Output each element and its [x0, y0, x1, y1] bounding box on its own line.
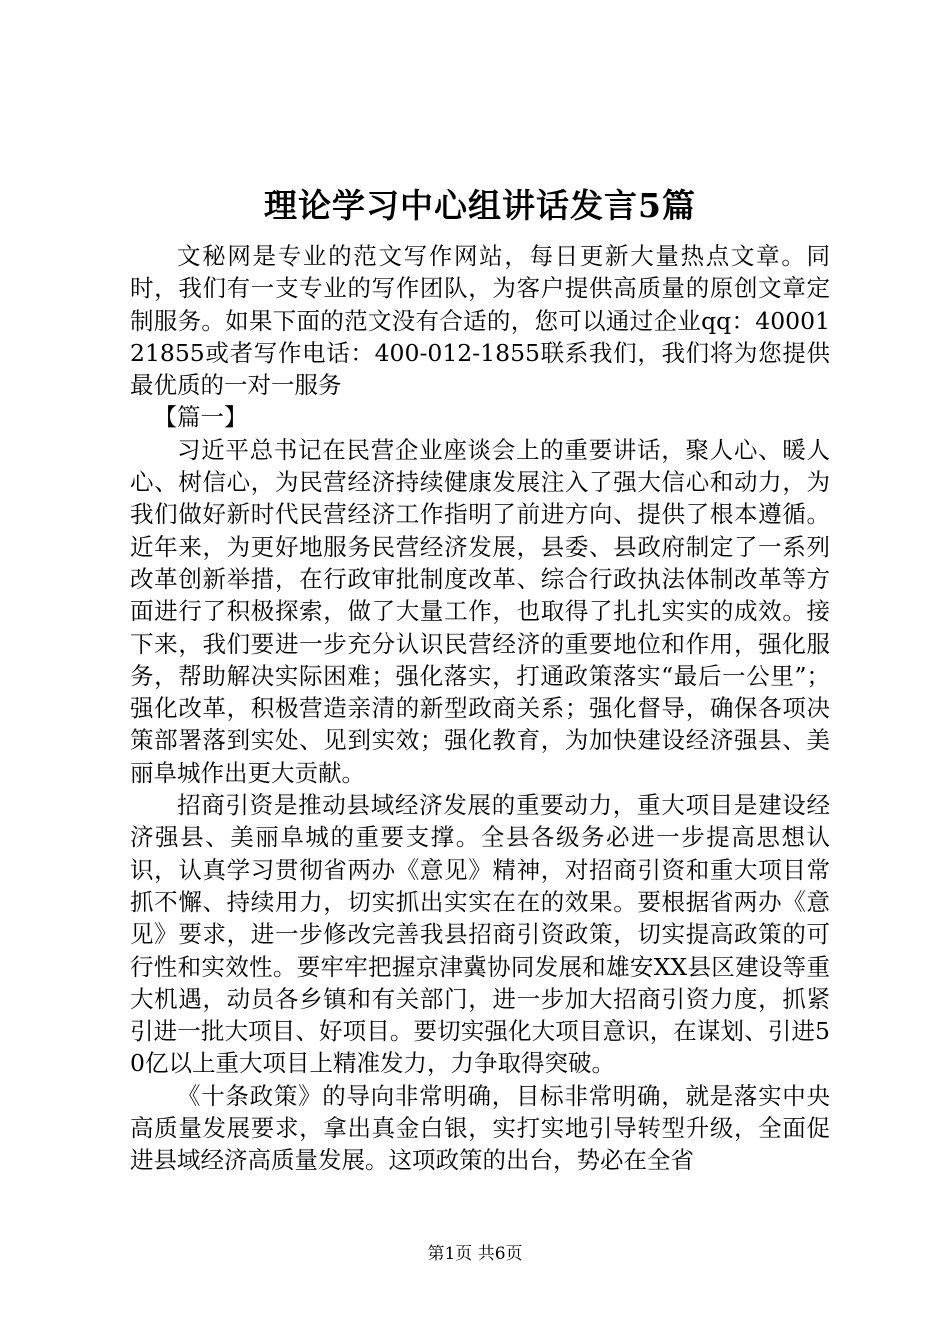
document-page	[130, 178, 830, 1177]
body-paragraph-2: 招商引资是推动县域经济发展的重要动力，重大项目是建设经济强县、美丽阜城的重要支撑。全县各级务必进一步提高思想认识，认真学习贯彻省两办《意见》精神，对招商引资和重大项目常抓不懈、持续用力，切实抓出实实在在的效果。要根据省两办《意见》要求，进一步修改完善我县招商引资政策，切实提高政策的可行性和实效性。要牢牢把握京津冀协同发展和雄安XX县区建设等重大机遇，动员各乡镇和有关部门，进一步加大招商引资力度，抓紧引进一批大项目、好项目。要切实强化大项目意识，在谋划、引进50亿以上重大项目上精准发力，力争取得突破。	[130, 791, 830, 1078]
section-heading: 【篇一】	[153, 403, 248, 432]
document-title: 理论学习中心组讲话发言5篇	[264, 186, 696, 225]
intro-paragraph: 文秘网是专业的范文写作网站，每日更新大量热点文章。同时，我们有一支专业的写作团队，为客户提供高质量的原创文章定制服务。如果下面的范文没有合适的，您可以通过企业qq：4000121855或者写作电话：400-012-1855联系我们，我们将为您提供最优质的一对一服务	[130, 242, 830, 400]
page-footer: 第1页 共6页	[427, 1244, 523, 1264]
body-paragraph-1: 习近平总书记在民营企业座谈会上的重要讲话，聚人心、暖人心、树信心，为民营经济持续健康发展注入了强大信心和动力，为我们做好新时代民营经济工作指明了前进方向、提供了根本遵循。近年来，为更好地服务民营经济发展，县委、县政府制定了一系列改革创新举措，在行政审批制度改革、综合行政执法体制改革等方面进行了积极探索，做了大量工作，也取得了扎扎实实的成效。接下来，我们要进一步充分认识民营经济的重要地位和作用，强化服务，帮助解决实际困难；强化落实，打通政策落实“最后一公里”；强化改革，积极营造亲清的新型政商关系；强化督导，确保各项决策部署落到实处、见到实效；强化教育，为加快建设经济强县、美丽阜城作出更大贡献。	[130, 435, 830, 787]
body-paragraph-3: 《十条政策》的导向非常明确，目标非常明确，就是落实中央高质量发展要求，拿出真金白银，实打实地引导转型升级，全面促进县域经济高质量发展。这项政策的出台，势必在全省	[130, 1081, 830, 1175]
